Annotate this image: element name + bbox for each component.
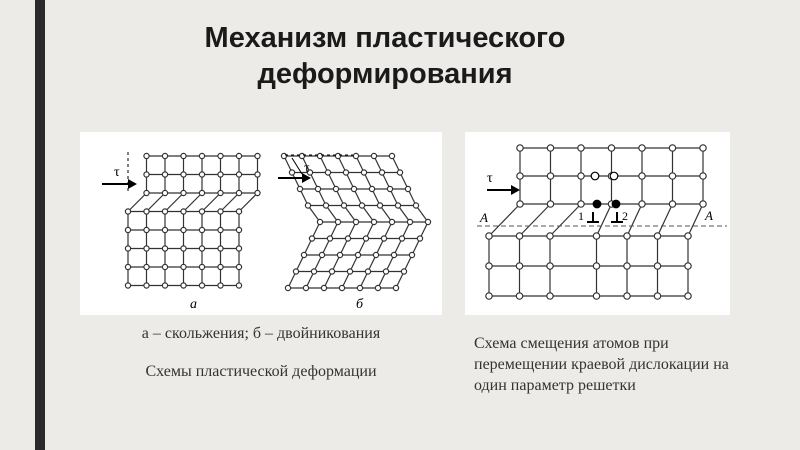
tau-label-right: τ bbox=[487, 171, 493, 186]
lattice-atom bbox=[319, 252, 324, 257]
lattice-atom bbox=[413, 203, 418, 208]
lattice-atom bbox=[578, 173, 584, 179]
lattice-atom bbox=[317, 153, 322, 158]
lattice-atom bbox=[363, 236, 368, 241]
lattice-atom bbox=[547, 145, 553, 151]
lattice-atom bbox=[654, 263, 660, 269]
lattice-atom bbox=[517, 201, 523, 207]
lattice-atom bbox=[401, 269, 406, 274]
lattice-atom bbox=[218, 172, 223, 177]
lattice-atom bbox=[516, 293, 522, 299]
lattice-atom bbox=[335, 153, 340, 158]
lattice-atom bbox=[321, 285, 326, 290]
lattice-atom bbox=[391, 252, 396, 257]
lattice-atom bbox=[236, 283, 241, 288]
lattice-atom bbox=[125, 227, 130, 232]
lattice-atom bbox=[624, 263, 630, 269]
lattice-bond bbox=[658, 204, 673, 236]
lattice-atom bbox=[236, 246, 241, 251]
lattice-atom bbox=[144, 172, 149, 177]
lattice-atom bbox=[162, 246, 167, 251]
lattice-atom bbox=[144, 227, 149, 232]
lattice-atom bbox=[517, 173, 523, 179]
lattice-atom bbox=[341, 203, 346, 208]
lattice-atom bbox=[417, 236, 422, 241]
core-atom bbox=[612, 200, 620, 208]
lattice-atom bbox=[162, 209, 167, 214]
lattice-atom bbox=[639, 145, 645, 151]
lattice-atom bbox=[578, 201, 584, 207]
label-b: б bbox=[356, 297, 364, 312]
lattice-atom bbox=[327, 236, 332, 241]
lattice-atom bbox=[181, 227, 186, 232]
lattice-atom bbox=[323, 203, 328, 208]
lattice-atom bbox=[547, 263, 553, 269]
lattice-atom bbox=[578, 145, 584, 151]
lattice-atom bbox=[337, 252, 342, 257]
lattice-bond bbox=[239, 193, 258, 212]
lattice-atom bbox=[333, 186, 338, 191]
tau-label-a: τ bbox=[114, 165, 120, 180]
lattice-atom bbox=[144, 209, 149, 214]
slip-lattice bbox=[125, 153, 260, 288]
lattice-atom bbox=[486, 233, 492, 239]
lattice-bond bbox=[165, 193, 184, 212]
lattice-atom bbox=[125, 209, 130, 214]
lattice-atom bbox=[311, 269, 316, 274]
lattice-atom bbox=[486, 293, 492, 299]
lattice-atom bbox=[365, 269, 370, 274]
lattice-bond bbox=[489, 204, 520, 236]
lattice-atom bbox=[255, 153, 260, 158]
lattice-atom bbox=[218, 209, 223, 214]
lattice-atom bbox=[669, 201, 675, 207]
lattice-atom bbox=[405, 186, 410, 191]
lattice-atom bbox=[593, 263, 599, 269]
lattice-atom bbox=[389, 153, 394, 158]
atom-label-1: 1 bbox=[578, 209, 584, 223]
lattice-atom bbox=[162, 283, 167, 288]
lattice-atom bbox=[373, 252, 378, 257]
lattice-bond bbox=[184, 193, 203, 212]
lattice-atom bbox=[285, 285, 290, 290]
lattice-atom bbox=[301, 252, 306, 257]
edge-dislocation-figure bbox=[465, 132, 730, 315]
lattice-atom bbox=[125, 283, 130, 288]
lattice-bond bbox=[147, 193, 166, 212]
lattice-atom bbox=[369, 186, 374, 191]
plane-label-right: A bbox=[705, 208, 713, 223]
lattice-atom bbox=[181, 172, 186, 177]
lattice-atom bbox=[305, 203, 310, 208]
lattice-atom bbox=[236, 264, 241, 269]
lattice-atom bbox=[654, 293, 660, 299]
lattice-atom bbox=[317, 219, 322, 224]
lattice-atom bbox=[383, 269, 388, 274]
lattice-bond bbox=[520, 204, 551, 236]
lattice-atom bbox=[516, 263, 522, 269]
lattice-atom bbox=[361, 170, 366, 175]
lattice-bond bbox=[597, 204, 612, 236]
label-a: а bbox=[190, 297, 197, 312]
lattice-atom bbox=[425, 219, 430, 224]
lattice-atom bbox=[144, 283, 149, 288]
lattice-atom bbox=[377, 203, 382, 208]
lattice-atom bbox=[700, 201, 706, 207]
lattice-atom bbox=[199, 153, 204, 158]
lattice-atom bbox=[685, 293, 691, 299]
lattice-atom bbox=[547, 233, 553, 239]
lattice-atom bbox=[357, 285, 362, 290]
lattice-atom bbox=[685, 263, 691, 269]
lattice-atom bbox=[325, 170, 330, 175]
lattice-atom bbox=[255, 172, 260, 177]
lattice-atom bbox=[639, 173, 645, 179]
lattice-atom bbox=[162, 227, 167, 232]
lattice-atom bbox=[608, 145, 614, 151]
lattice-atom bbox=[517, 145, 523, 151]
lattice-atom bbox=[236, 153, 241, 158]
lattice-atom bbox=[593, 293, 599, 299]
lattice-atom bbox=[181, 246, 186, 251]
lattice-atom bbox=[381, 236, 386, 241]
lattice-atom bbox=[353, 219, 358, 224]
lattice-atom bbox=[281, 153, 286, 158]
lattice-atom bbox=[125, 246, 130, 251]
lattice-atom bbox=[486, 263, 492, 269]
lattice-atom bbox=[547, 173, 553, 179]
lattice-atom bbox=[335, 219, 340, 224]
lattice-atom bbox=[199, 283, 204, 288]
slide-title: Механизм пластического деформирования bbox=[204, 22, 566, 90]
lattice-atom bbox=[299, 153, 304, 158]
plane-label-left: A bbox=[480, 210, 488, 225]
tau-label-b: τ bbox=[304, 161, 310, 176]
lattice-atom bbox=[685, 233, 691, 239]
lattice-atom bbox=[199, 172, 204, 177]
lattice-atom bbox=[399, 236, 404, 241]
lattice-atom bbox=[199, 264, 204, 269]
lattice-atom bbox=[289, 170, 294, 175]
figure-caption-legend: а – скольжения; б – двойникования bbox=[141, 325, 381, 342]
lattice-atom bbox=[351, 186, 356, 191]
lattice-atom bbox=[181, 153, 186, 158]
lattice-atom bbox=[669, 145, 675, 151]
lattice-atom bbox=[199, 227, 204, 232]
lattice-atom bbox=[387, 186, 392, 191]
lattice-bond bbox=[221, 193, 240, 212]
lattice-atom bbox=[181, 209, 186, 214]
lattice-atom bbox=[700, 145, 706, 151]
lattice-atom bbox=[329, 269, 334, 274]
lattice-atom bbox=[516, 233, 522, 239]
lattice-atom bbox=[144, 190, 149, 195]
lattice-atom bbox=[375, 285, 380, 290]
lattice-atom bbox=[293, 269, 298, 274]
lattice-atom bbox=[407, 219, 412, 224]
lattice-bond bbox=[550, 204, 581, 236]
lattice-atom bbox=[199, 190, 204, 195]
lattice-atom bbox=[547, 293, 553, 299]
lattice-atom bbox=[700, 173, 706, 179]
dislocation-caption: Схема смещения атомов при перемещении краевой дислокации на один параметр решетки bbox=[474, 335, 729, 394]
lattice-atom bbox=[379, 170, 384, 175]
lattice-atom bbox=[218, 283, 223, 288]
lattice-atom bbox=[236, 227, 241, 232]
lattice-atom bbox=[547, 201, 553, 207]
lattice-atom bbox=[236, 172, 241, 177]
lattice-atom bbox=[347, 269, 352, 274]
lattice-atom bbox=[309, 236, 314, 241]
lattice-atom bbox=[218, 246, 223, 251]
lattice-bond bbox=[202, 193, 221, 212]
lattice-atom bbox=[389, 219, 394, 224]
lattice-atom bbox=[639, 201, 645, 207]
lattice-atom bbox=[339, 285, 344, 290]
lattice-atom bbox=[218, 190, 223, 195]
lattice-atom bbox=[371, 219, 376, 224]
deformation-schemes-figure bbox=[80, 132, 442, 315]
lattice-atom bbox=[593, 233, 599, 239]
lattice-atom bbox=[162, 172, 167, 177]
lattice-atom bbox=[218, 153, 223, 158]
lattice-atom bbox=[255, 190, 260, 195]
dislocation-lattice bbox=[486, 145, 706, 299]
atom-label-2: 2 bbox=[622, 209, 628, 223]
lattice-atom bbox=[144, 246, 149, 251]
core-atom bbox=[610, 172, 618, 180]
lattice-atom bbox=[162, 190, 167, 195]
lattice-bond bbox=[627, 204, 642, 236]
core-atom bbox=[593, 200, 601, 208]
lattice-atom bbox=[144, 153, 149, 158]
lattice-atom bbox=[199, 246, 204, 251]
accent-bar bbox=[35, 0, 45, 450]
lattice-atom bbox=[371, 153, 376, 158]
lattice-atom bbox=[343, 170, 348, 175]
lattice-atom bbox=[397, 170, 402, 175]
lattice-atom bbox=[393, 285, 398, 290]
figure-caption-title: Схемы пластической деформации bbox=[145, 363, 377, 380]
lattice-atom bbox=[315, 186, 320, 191]
lattice-atom bbox=[355, 252, 360, 257]
lattice-atom bbox=[236, 190, 241, 195]
lattice-atom bbox=[144, 264, 149, 269]
lattice-atom bbox=[297, 186, 302, 191]
lattice-atom bbox=[303, 285, 308, 290]
lattice-atom bbox=[669, 173, 675, 179]
lattice-atom bbox=[162, 264, 167, 269]
lattice-atom bbox=[395, 203, 400, 208]
lattice-atom bbox=[409, 252, 414, 257]
lattice-atom bbox=[218, 227, 223, 232]
lattice-atom bbox=[353, 153, 358, 158]
lattice-atom bbox=[162, 153, 167, 158]
lattice-atom bbox=[359, 203, 364, 208]
lattice-bond bbox=[128, 193, 147, 212]
lattice-atom bbox=[125, 264, 130, 269]
lattice-atom bbox=[218, 264, 223, 269]
lattice-atom bbox=[199, 209, 204, 214]
lattice-atom bbox=[181, 283, 186, 288]
lattice-atom bbox=[236, 209, 241, 214]
lattice-atom bbox=[654, 233, 660, 239]
lattice-atom bbox=[181, 264, 186, 269]
lattice-atom bbox=[345, 236, 350, 241]
lattice-atom bbox=[624, 233, 630, 239]
core-atom bbox=[591, 172, 599, 180]
lattice-atom bbox=[624, 293, 630, 299]
lattice-bond bbox=[688, 204, 703, 236]
lattice-atom bbox=[181, 190, 186, 195]
